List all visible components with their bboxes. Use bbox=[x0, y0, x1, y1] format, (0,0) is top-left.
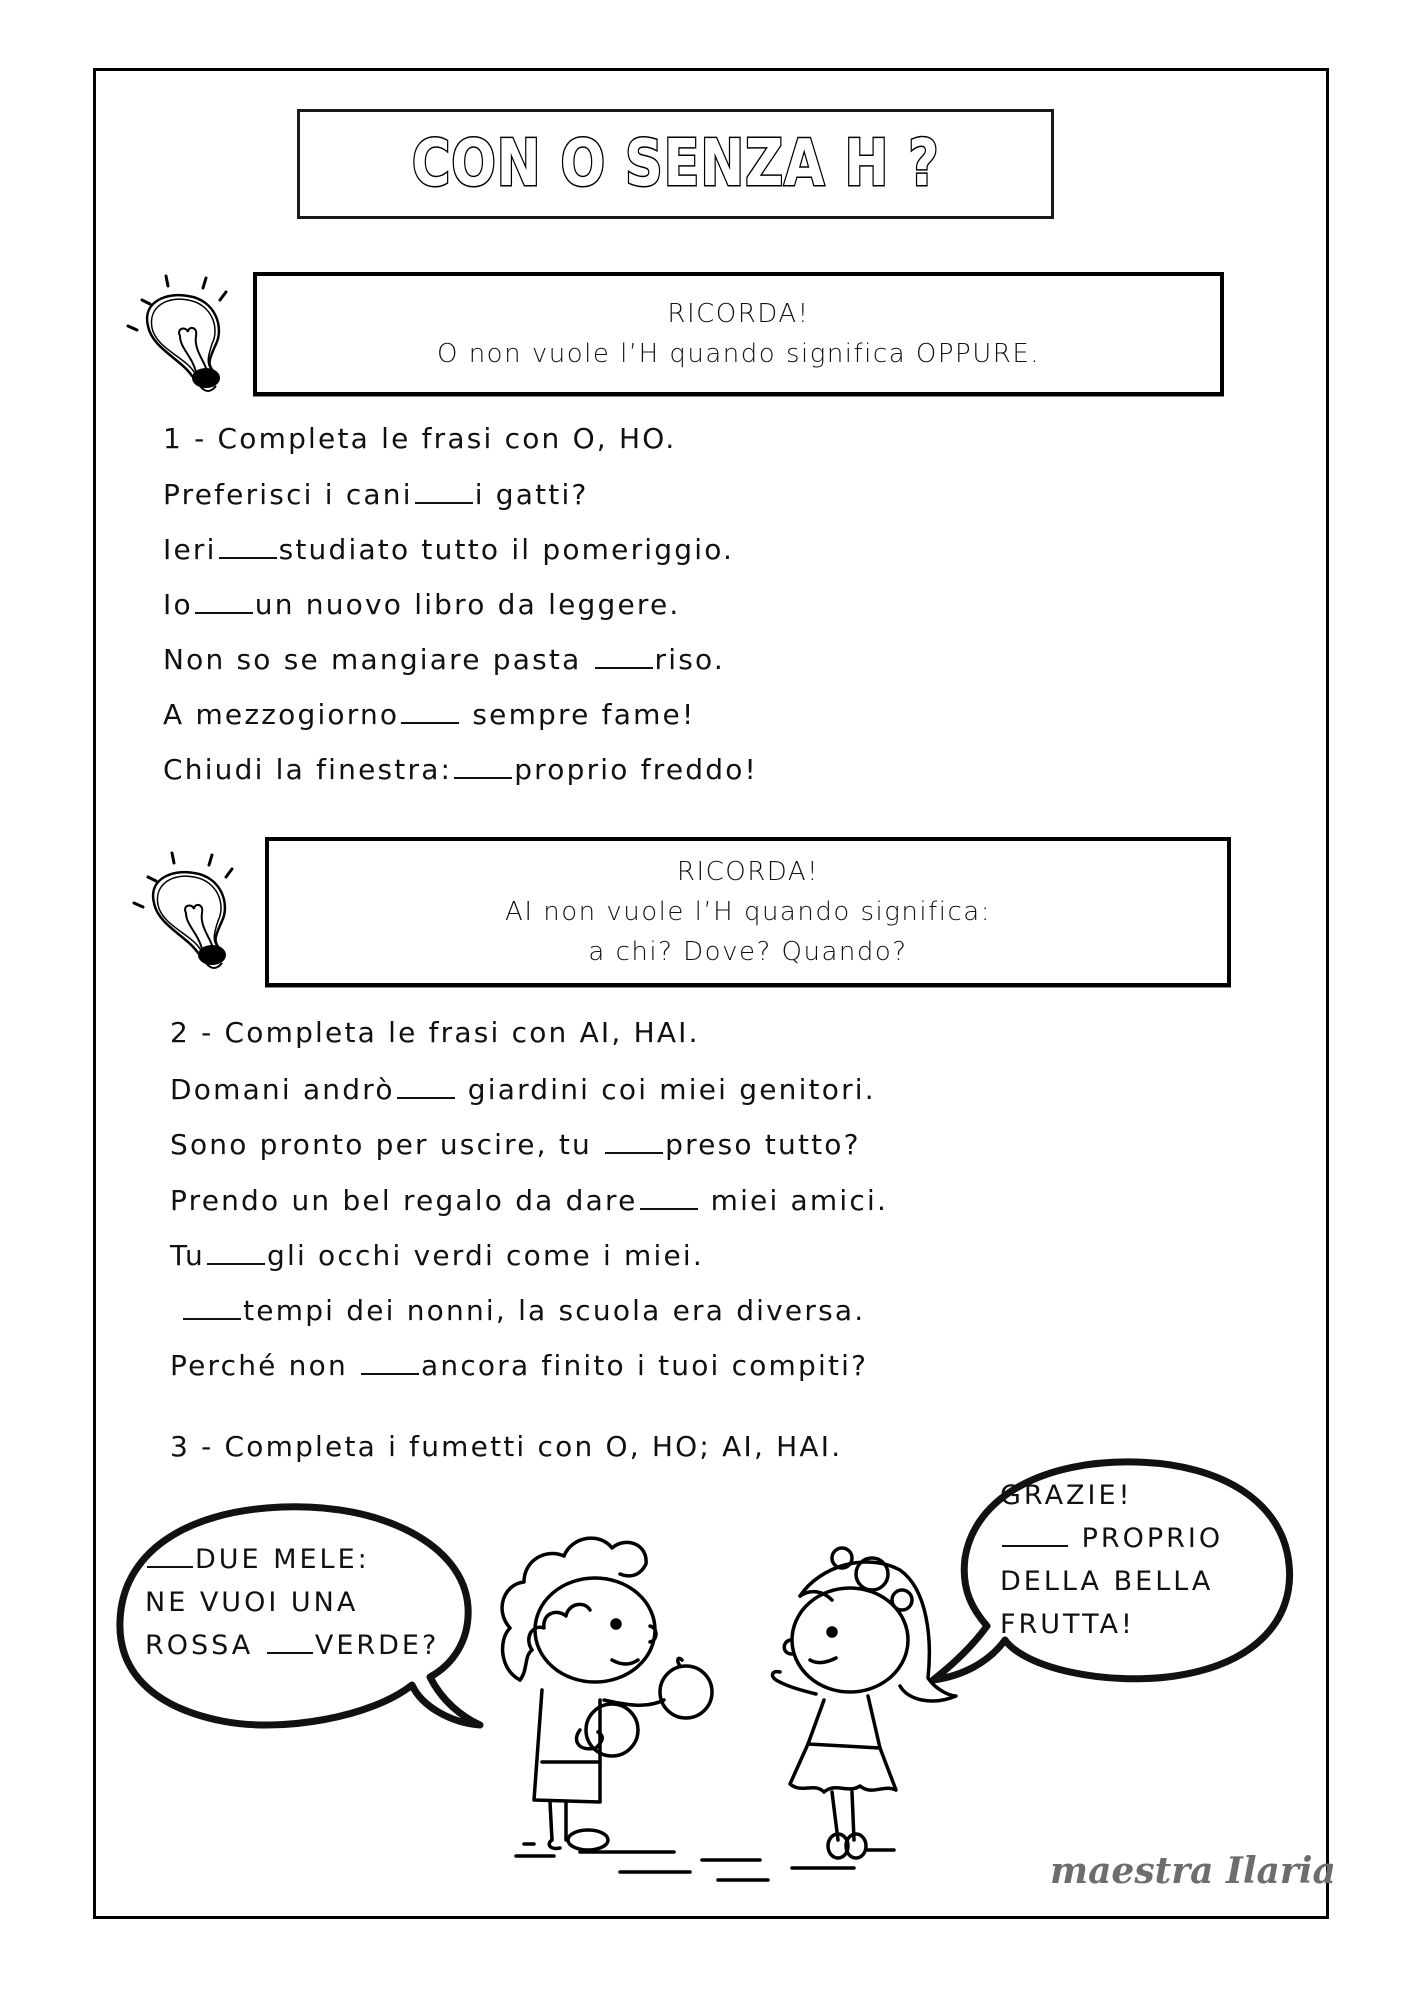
exercise-2-sentence-2 bbox=[170, 1128, 861, 1161]
fill-blank[interactable] bbox=[207, 1259, 265, 1265]
ricorda-rule-questions: a chi? Dove? Quando? bbox=[588, 937, 908, 967]
fill-blank[interactable] bbox=[1002, 1541, 1068, 1547]
sentence-text: Perché non bbox=[170, 1349, 360, 1382]
girl-hair bbox=[800, 1562, 956, 1701]
fill-blank[interactable] bbox=[605, 1148, 663, 1154]
sentence-text: gli occhi verdi come i miei. bbox=[267, 1239, 705, 1272]
exercise-1-sentence-6 bbox=[163, 753, 758, 786]
fill-blank[interactable] bbox=[401, 718, 459, 724]
boy-hair bbox=[502, 1538, 646, 1680]
exercise-2-sentence-3 bbox=[170, 1184, 888, 1217]
bubble-line: DUE MELE: bbox=[195, 1544, 370, 1575]
author-signature: maestra Ilaria bbox=[1050, 1850, 1336, 1892]
exercise-1-heading: 1 - Completa le frasi con O, HO. bbox=[163, 422, 677, 455]
sentence-text: ancora finito i tuoi compiti? bbox=[421, 1349, 869, 1382]
exercise-2-sentence-6 bbox=[170, 1349, 868, 1382]
sentence-text: proprio freddo! bbox=[514, 753, 758, 786]
sentence-text: tempi dei nonni, la scuola era diversa. bbox=[243, 1294, 866, 1327]
fill-blank[interactable] bbox=[147, 1562, 193, 1568]
exercise-1-sentence-3 bbox=[163, 588, 681, 621]
title-box bbox=[297, 109, 1054, 219]
children-illustration bbox=[480, 1500, 980, 1900]
page-title: CON O SENZA H ? bbox=[411, 127, 940, 201]
sentence-text: i gatti? bbox=[474, 478, 589, 511]
bubble-line: PROPRIO bbox=[1070, 1523, 1224, 1554]
sentence-text: A mezzogiorno bbox=[163, 698, 400, 731]
exercise-2-sentence-5 bbox=[170, 1294, 865, 1327]
fill-blank[interactable] bbox=[397, 1093, 455, 1099]
exercise-1-sentence-1 bbox=[163, 478, 589, 511]
sentence-text: Chiudi la finestra: bbox=[163, 753, 453, 786]
sentence-text: studiato tutto il pomeriggio. bbox=[278, 533, 735, 566]
bubble-left-text bbox=[145, 1538, 439, 1667]
fill-blank[interactable] bbox=[454, 773, 512, 779]
ricorda-heading: RICORDA! bbox=[667, 299, 810, 329]
exercise-2-sentence-4 bbox=[170, 1239, 704, 1272]
lightbulb-icon bbox=[128, 845, 238, 975]
ricorda-box-2 bbox=[265, 837, 1231, 987]
exercise-2-sentence-1 bbox=[170, 1073, 876, 1106]
ricorda-rule: AI non vuole l’H quando significa: bbox=[505, 897, 991, 927]
sentence-text: Domani andrò bbox=[170, 1073, 395, 1106]
boy-face bbox=[535, 1578, 655, 1682]
exercise-1-sentence-5 bbox=[163, 698, 695, 731]
sentence-text bbox=[170, 1294, 181, 1327]
girl-body bbox=[808, 1696, 880, 1748]
sentence-text: Preferisci i cani bbox=[163, 478, 413, 511]
sentence-text: miei amici. bbox=[699, 1184, 889, 1217]
sentence-text: Prendo un bel regalo da dare bbox=[170, 1184, 638, 1217]
fill-blank[interactable] bbox=[195, 608, 253, 614]
sentence-text: preso tutto? bbox=[665, 1128, 861, 1161]
bubble-line: ROSSA bbox=[145, 1630, 265, 1661]
fill-blank[interactable] bbox=[595, 663, 653, 669]
sentence-text: Sono pronto per uscire, tu bbox=[170, 1128, 604, 1161]
sentence-text: Io bbox=[163, 588, 193, 621]
exercise-1-sentence-2 bbox=[163, 533, 734, 566]
bubble-right-text bbox=[1000, 1474, 1223, 1646]
fill-blank[interactable] bbox=[361, 1369, 419, 1375]
lightbulb-icon bbox=[122, 268, 232, 398]
ricorda-heading: RICORDA! bbox=[676, 857, 820, 887]
bubble-line: DELLA BELLA bbox=[1000, 1566, 1214, 1597]
sentence-text: Non so se mangiare pasta bbox=[163, 643, 593, 676]
sentence-text: Ieri bbox=[163, 533, 217, 566]
apple bbox=[660, 1666, 712, 1718]
fill-blank[interactable] bbox=[640, 1204, 698, 1210]
sentence-text: un nuovo libro da leggere. bbox=[254, 588, 681, 621]
bubble-line: VERDE? bbox=[314, 1630, 440, 1661]
bubble-line: NE VUOI UNA bbox=[145, 1587, 359, 1618]
exercise-3-heading: 3 - Completa i fumetti con O, HO; AI, HAI. bbox=[170, 1430, 843, 1463]
ricorda-box-1 bbox=[253, 272, 1224, 396]
bubble-line: FRUTTA! bbox=[1000, 1609, 1135, 1640]
sentence-text: riso. bbox=[654, 643, 725, 676]
exercise-2-heading: 2 - Completa le frasi con AI, HAI. bbox=[170, 1016, 700, 1049]
exercise-1-sentence-4 bbox=[163, 643, 725, 676]
sentence-text: giardini coi miei genitori. bbox=[456, 1073, 876, 1106]
bubble-line: GRAZIE! bbox=[1000, 1480, 1133, 1511]
fill-blank[interactable] bbox=[183, 1314, 241, 1320]
fill-blank[interactable] bbox=[219, 553, 277, 559]
ricorda-rule: O non vuole l’H quando significa OPPURE. bbox=[436, 339, 1041, 369]
sentence-text: Tu bbox=[170, 1239, 205, 1272]
sentence-text: sempre fame! bbox=[461, 698, 696, 731]
fill-blank[interactable] bbox=[267, 1648, 313, 1654]
fill-blank[interactable] bbox=[415, 498, 473, 504]
girl-face bbox=[792, 1588, 908, 1692]
